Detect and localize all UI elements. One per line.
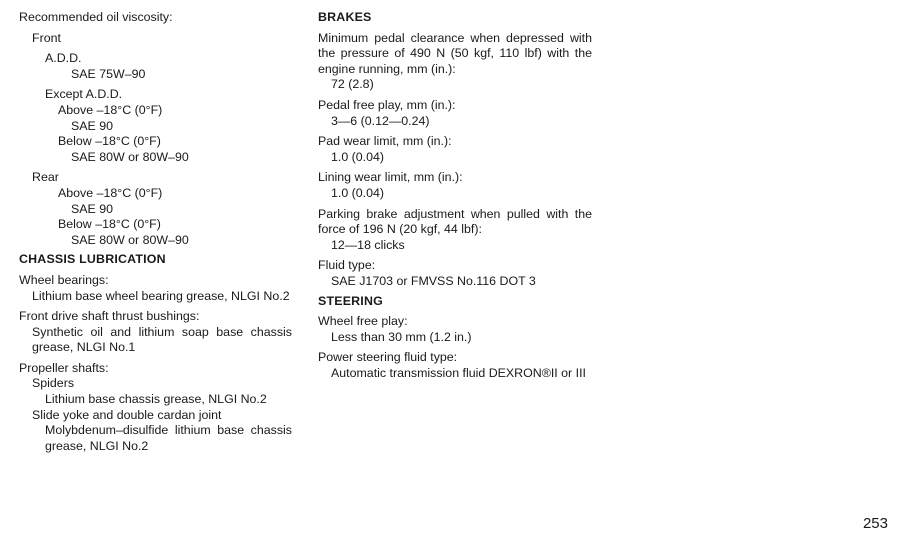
wheel-bearings-value: Lithium base wheel bearing grease, NLGI No.2: [32, 288, 290, 303]
add-label: A.D.D.: [45, 51, 82, 66]
pedal-clearance-value: 72 (2.8): [331, 77, 374, 92]
pedal-free-play-value: 3—6 (0.12—0.24): [331, 113, 430, 128]
slide-yoke-value: Molybdenum–disulfide lithium base chassis grease, NLGI No.2: [45, 423, 292, 453]
front-label: Front: [32, 30, 61, 45]
lining-wear-value: 1.0 (0.04): [331, 185, 385, 200]
front-drive-value: Synthetic oil and lithium soap base chassis grease, NLGI No.1: [32, 324, 292, 355]
oil-viscosity-title: Recommended oil viscosity:: [19, 10, 173, 24]
front-below-value: SAE 80W or 80W–90: [71, 149, 189, 164]
front-above-value: SAE 90: [71, 118, 114, 133]
rear-below-value: SAE 80W or 80W–90: [71, 232, 189, 247]
spiders-label: Spiders: [32, 376, 75, 391]
pedal-clearance-label: Minimum pedal clearance when depressed with the pressure of 490 N (50 kgf, 110 lbf) with the engine running, mm (in.):: [318, 30, 592, 76]
rear-label: Rear: [32, 170, 59, 185]
spiders-value: Lithium base chassis grease, NLGI No.2: [45, 392, 267, 407]
lining-wear-label: Lining wear limit, mm (in.):: [318, 170, 463, 185]
left-column: [19, 10, 292, 454]
rear-above-value: SAE 90: [71, 201, 114, 216]
fluid-type-label: Fluid type:: [318, 258, 376, 273]
ps-fluid-value: Automatic transmission fluid DEXRON®II or III: [331, 365, 586, 380]
parking-brake-value: 12—18 clicks: [331, 237, 405, 252]
brakes-heading: BRAKES: [318, 10, 372, 24]
pad-wear-label: Pad wear limit, mm (in.):: [318, 134, 452, 149]
pedal-free-play-label: Pedal free play, mm (in.):: [318, 97, 456, 112]
front-drive-label: Front drive shaft thrust bushings:: [19, 309, 200, 324]
slide-yoke-label: Slide yoke and double cardan joint: [32, 407, 222, 422]
chassis-lubrication-heading: CHASSIS LUBRICATION: [19, 252, 166, 267]
pad-wear-value: 1.0 (0.04): [331, 149, 385, 164]
wheel-free-play-label: Wheel free play:: [318, 314, 408, 329]
ps-fluid-label: Power steering fluid type:: [318, 350, 458, 365]
add-value: SAE 75W–90: [71, 66, 146, 81]
front-above-label: Above –18°C (0°F): [58, 102, 163, 117]
right-column: [318, 10, 592, 381]
wheel-bearings-label: Wheel bearings:: [19, 272, 109, 287]
except-add-label: Except A.D.D.: [45, 87, 123, 102]
propeller-shafts-label: Propeller shafts:: [19, 360, 109, 375]
fluid-type-value: SAE J1703 or FMVSS No.116 DOT 3: [331, 273, 536, 288]
rear-above-label: Above –18°C (0°F): [58, 185, 163, 200]
steering-heading: STEERING: [318, 293, 383, 308]
front-below-label: Below –18°C (0°F): [58, 134, 161, 149]
wheel-free-play-value: Less than 30 mm (1.2 in.): [331, 329, 472, 344]
page-number: 253: [862, 515, 888, 532]
rear-below-label: Below –18°C (0°F): [58, 217, 161, 232]
parking-brake-label: Parking brake adjustment when pulled with the force of 196 N (20 kgf, 44 lbf):: [318, 206, 592, 237]
